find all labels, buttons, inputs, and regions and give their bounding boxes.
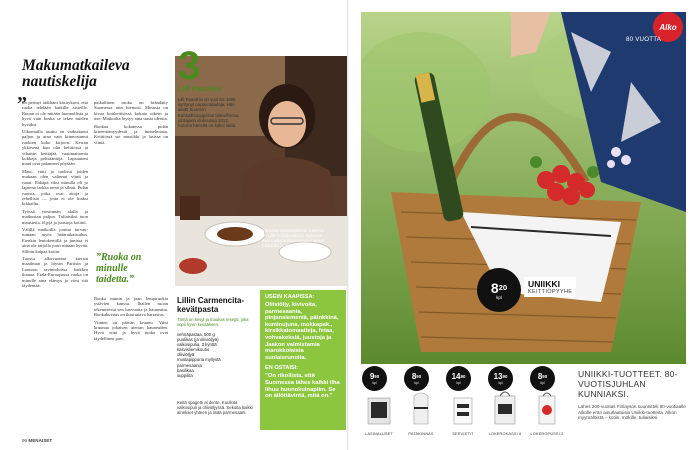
picnic-basket-illustration (361, 12, 686, 364)
bio-name: Lilli Paasikivi (178, 86, 222, 93)
product-price-badge: $8^{90}$ kpl (530, 366, 555, 391)
product-price-badge: $13^{90}$ kpl (488, 366, 513, 391)
promo-heading: UNIIKKI-TUOTTEET. 80-VUOTISJUHLAN KUNNIAKSI. (578, 369, 678, 399)
product-item (362, 366, 396, 450)
recipe-ingredients: vehnäpastaa, 500 g puolikas (ja oliiviöljyä) valkosipulia, 3 kynttä kasvisliemikuutio oliiviöljyä mustapippuria myllystä parmesaania basilikaa suppilita (177, 332, 221, 378)
product-name: LASINALUSET (365, 432, 393, 436)
product-item (488, 366, 522, 450)
photo-caption: Kuvassa vasemmalla on Camelia on Lillin kotitalousklubi. Kuvassa ovat mukana iltavieraineen lapset, kotiruoka ja viini. (262, 228, 326, 248)
page-number: 96 (22, 438, 28, 443)
alko-logo: Alko (653, 12, 683, 42)
product-item (446, 366, 480, 450)
picnic-basket-photo (361, 12, 686, 364)
price-badge-main (477, 268, 521, 312)
product-label (524, 277, 576, 297)
sidebar-box (260, 290, 346, 430)
product-name: LOKEROKASSI 6 (488, 432, 522, 436)
product-name: SERVIETIT (452, 432, 474, 436)
promo-text: Lähes 200-vuotias Finlayson suunnitteli 80-vuotiaalle Alkolle erän ainutlaatuisia Uniikki-tuotteita. Alkon myymälöistä – kotiin, mökille, tuliaisiksi. (578, 404, 686, 421)
magazine-name: MENAISET (28, 438, 53, 443)
anniversary-label: 80 VUOTTA (626, 36, 662, 43)
opening-quote-mark: ” (17, 93, 27, 115)
product-row (362, 366, 572, 450)
price-value: $8^{20}$ (490, 279, 508, 296)
product-subtitle: KEITTIÖPYYHE (528, 289, 573, 295)
feature-number: 3 (178, 44, 201, 88)
sidebar-text-2: ”On rikollista, että Suomessa lähes kaikki ilha lihuu huonokuinapiim. Se on äilöttävintä, mitä on.” (265, 373, 340, 400)
recipe-lead: Tämä on kevyt ja maukas resepti, joka sopii hyvin kevääseen. (177, 317, 249, 327)
product-price-badge: $9^{90}$ kpl (362, 366, 387, 391)
product-price-badge: $8^{90}$ kpl (404, 366, 429, 391)
bottle-bag-2-image (534, 388, 560, 426)
product-name: PATAKINNAS (408, 432, 434, 436)
sidebar-heading-1: USEIN KAAPISSA: (265, 294, 315, 300)
product-item (404, 366, 438, 450)
product-name: UNIIKKI (528, 279, 560, 289)
recipe-title: Lillin Carmencita-kevätpasta (177, 296, 245, 314)
article-title: Makumatkaileva nautiskelija (22, 57, 130, 90)
price-unit: kpl (496, 294, 502, 300)
sidebar-text-1: Oliiviöljy, kivivoita, parmesaania, pinjansiemeniä, päinkkinä, kuminujuna, mokkapak., kirsikkatomaatteja, fetaa, vohvakeksiä, juustoja ja Jaakon valmistamia marokkolaisia suolaisrunoita. (265, 302, 339, 361)
product-name: LOKEROPUSSI 2 (530, 432, 564, 436)
recipe-method: Keitä spagetti al dente. Kuullota valkosipuli ja oliiviöljyssä. Sekoita kaikki ainekset yhteen ja lisää parmesaani. (177, 400, 253, 416)
article-column-2: paikallinen ruoka on brändätty Suomessa niin hienosti. Minusta on kivaa kotikeittiössä kokata oikein ja itse. Matkoilta löytyy aina uusia ideoita. Ruokaa kokatessa pidän kiireettömyydestä ja tunnelmasta. Keittiössä soi musiikki ja lasissa on viiniä. (94, 100, 168, 145)
product-price-badge: $14^{90}$ kpl (446, 366, 471, 391)
coaster-image (366, 388, 392, 426)
article-column-2b: Ruoka minun ja jaan lempiruokia ystävien kanssa. Ihailen ruoan tekemisessä sen luovuutta ja kauneutta. Ruokakuvaus on ihastuttava harrastus. Viinien on päivän kruunu. Viini kruunaa jokaisen aterian kauneuden. Hyvä viini ja hyvä ruoka ovat täydellinen pari. (94, 296, 168, 341)
bottle-bag-6-image (492, 388, 518, 426)
pull-quote: ”Ruoka on minulle taidetta.” (96, 252, 142, 285)
bio-text: Lilli Paasikivi on vuonna 1965 syntynyt oopperalaulaja. Hän aloitti Suomen Kansallisoopperan taiteellisena johtajana elokuussa 2013. Kotona hänellä on kaksi lasta. (178, 97, 239, 129)
page-footer (22, 438, 52, 443)
oven-mitt-image (408, 388, 434, 426)
napkins-image (450, 388, 476, 426)
sidebar-heading-2: EN OSTAISI: (265, 365, 299, 372)
product-item (530, 366, 564, 450)
article-column-1: lin perinyt äidiltäni käsityksen, että ruoka tehdään kaikille aisteille. Ruoan ei ole mitään luonnollista ja hyvä vain koska se tekee mielen hyväksi. Ulkomailla asuttu on vaikuttanut paljon ja aina vain kiinnostunut ruokien koko kirjoon. Kerran ykkösenä kun olin keittiössä ja vihaisin keittäjää, vaatimattomia kokkeja pelisääntöjä. Lapsuuteni maut ovat palanneet pöytään. Maut, värit ja tuoksut joiden mukaan olen valinnut viinit ja ruoat. Ehkäpä siksi minulla oli jo lapsena tarkka nenä ja silmä. Pidän ruoista, jotka ovat aitoja ja rehellisiä — joita ei ole liiaksi kikkailtu. Työssä viestinnän alalla ja matkustan paljon. Tuliaisiksi tuon mausteita, öljyjä ja juustoja kotiini. Välillä matkoilla joutuu turvautumaan myös hätäratkaisuihin. Etenkin lentokentillä ja junissa ei aina ole tarjolla juuri mitään hyvää. Silloin kaipaa kotiin. Tuossa alkuvuonna kiersin maailman ja löysin Pariisin ja Lontoon ravintoloissa kaikkea ihanaa. Etelä-Euroopassa ruoka on minulle aina elämys ja viini sitä täydentää. (22, 100, 88, 288)
